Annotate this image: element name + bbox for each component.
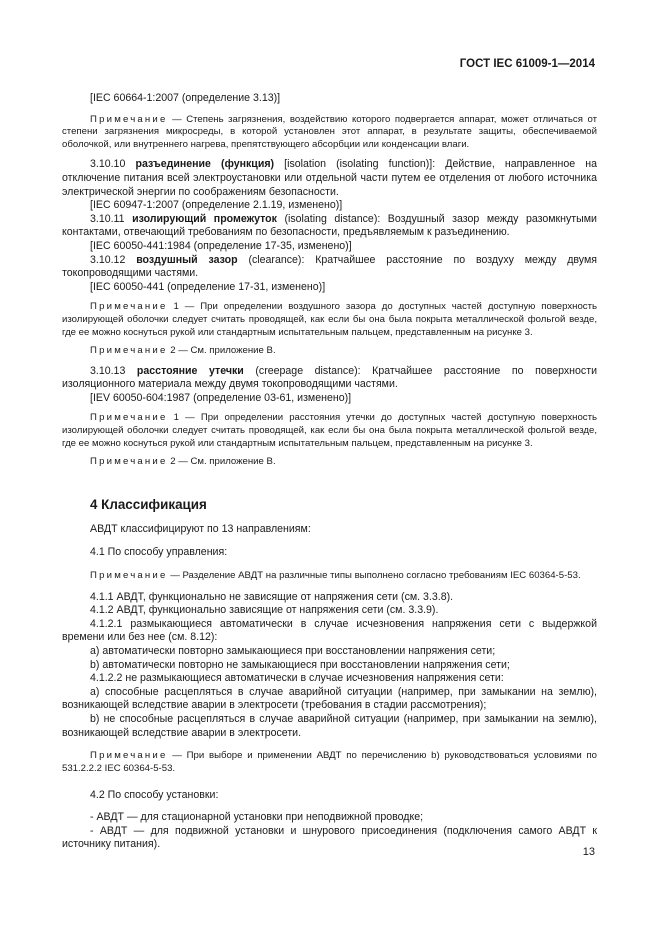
note [62,345,597,358]
term-name: разъединение (функция) [135,158,275,171]
term-3-10-11 [62,213,597,240]
reference-line: [IEV 60050-604:1987 (определение 03-61, изменено)] [90,391,352,404]
note-label: Примечание [90,570,168,582]
reference-line: [IEC 60947-1:2007 (определение 2.1.19, изменено)] [90,199,343,212]
term-number: 3.10.11 [90,212,133,225]
paragraph: АВДТ классифицируют по 13 направлениям: [90,522,311,535]
term-3-10-13 [62,365,597,392]
reference-line: [IEC 60050-441 (определение 17-31, изменено)] [90,280,326,293]
list-item: b) автоматически повторно не замыкающиеся при восстановлении напряжения сети; [90,658,510,671]
note-text: — При выборе и применении АВДТ по перечислению b) руководствоваться условиями по 531.2.2.2 IEC 60364-5-53. [62,750,597,774]
paragraph: 4.1.2.2 не размыкающиеся автоматически в случае исчезновения напряжения сети: [90,672,504,685]
section-heading: 4 Классификация [90,496,207,512]
term-number: 3.10.10 [90,158,136,171]
term-3-10-10 [62,158,597,199]
note-text: 1 — При определении воздушного зазора до доступных частей доступную поверхность изолирующей оболочки следует считать проводящей, как если бы она была покрыта металлической фольгой везде, где ее можно коснуться рукой или стандартным испытательным пальцем, представленным на рисунке 3. [62,301,597,338]
paragraph: 4.1.2 АВДТ, функционально зависящие от напряжения сети (см. 3.3.9). [90,604,439,617]
term-definition: (creepage distance): Кратчайшее расстояние по поверхности изоляционного материала между двумя токопроводящими частями. [62,364,597,391]
term-number: 3.10.13 [90,364,137,377]
note [62,114,597,152]
note-text: — Разделение АВДТ на различные типы выполнено согласно требованиям IEC 60364-5-53. [167,570,581,582]
paragraph: 4.1.2.1 размыкающиеся автоматически в случае исчезновения напряжения сети с выдержкой времени или без нее (см. 8.12): [62,617,597,644]
term-definition: [isolation (isolating function)]: Действие, направленное на отключение питания всей электроустановки или отдельной части путем ее отделения от любого источника электрической энергии по соображениям безопасности. [62,158,597,198]
subsection-heading: 4.1 По способу управления: [90,546,228,559]
note-text: — Степень загрязнения, воздействию которого подвергается аппарат, может отличаться от степени загрязнения микросреды, в которой установлен этот аппарат, в результате защиты, обеспечиваемой оболочкой, или внутреннего нагрева, препятствующего абсорбции или конденсации влаги. [62,113,597,150]
note [62,570,597,583]
note-text: 2 — См. приложение B. [167,456,276,468]
note-text: 1 — При определении расстояния утечки до доступных частей доступную поверхность изолирующей оболочки следует считать проводящей, как если бы она была покрыта металлической фольгой везде, где ее можно коснуться рукой или стандартным испытательным пальцем, представленным на рисунке 3. [62,412,597,449]
page-number: 13 [582,846,595,858]
note-label: Примечание [90,412,168,424]
term-3-10-12 [62,254,597,281]
list-item: - АВДТ — для стационарной установки при неподвижной проводке; [90,810,424,823]
term-name: изолирующий промежуток [132,212,277,225]
note-label: Примечание [90,750,168,762]
term-name: расстояние утечки [136,364,244,377]
list-item: a) способные расцепляться в случае аварийной ситуации (например, при замыкании на землю), возникающей вследствие аварии в электросети (требования в стадии рассмотрения); [62,685,597,712]
paragraph: 4.1.1 АВДТ, функционально не зависящие от напряжения сети (см. 3.3.8). [90,590,454,603]
note-label: Примечание [90,345,168,357]
page-content [62,92,597,852]
subsection-heading: 4.2 По способу установки: [90,789,219,802]
note-label: Примечание [90,113,168,125]
list-item: b) не способные расцепляться в случае аварийной ситуации (например, при замыкании на землю), возникающей вследствие аварии в электросети. [62,712,597,739]
term-number: 3.10.12 [90,253,137,266]
term-definition: (clearance): Кратчайшее расстояние по воздуху между двумя токопроводящими частями. [62,253,597,280]
note-label: Примечание [90,301,168,313]
reference-line: [IEC 60664-1:2007 (определение 3.13)] [90,92,281,104]
note-label: Примечание [90,456,168,468]
list-item: - АВДТ — для подвижной установки и шнурового присоединения (подключения самого АВДТ к источнику питания). [62,824,597,851]
note [62,301,597,339]
note [62,750,597,775]
note-text: 2 — См. приложение B. [167,345,276,357]
term-definition: (isolating distance): Воздушный зазор между разомкнутыми контактами, отвечающий требованиям по безопасности, предъявляемым к разъединению. [62,212,597,239]
note [62,456,597,469]
list-item: a) автоматически повторно замыкающиеся при восстановлении напряжения сети; [90,645,496,657]
reference-line: [IEC 60050-441:1984 (определение 17-35, изменено)] [90,239,352,252]
document-id-header: ГОСТ IEC 61009-1—2014 [459,58,595,70]
note [62,412,597,450]
term-name: воздушный зазор [136,253,238,266]
